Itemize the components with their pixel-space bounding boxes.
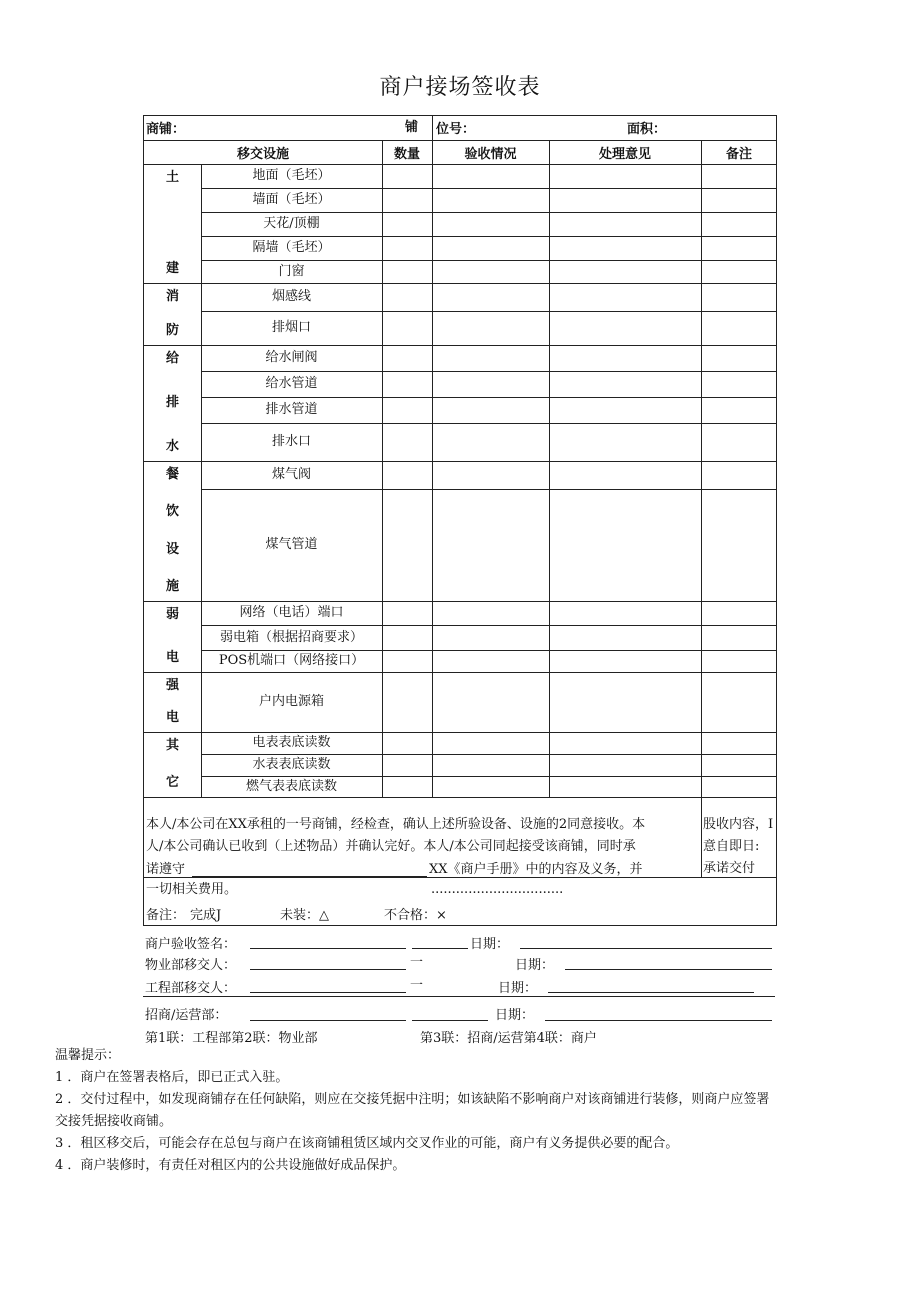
item-2-0: 给水闸阀: [265, 350, 318, 365]
header-divider-position: [432, 116, 433, 164]
handover-form-table: [143, 115, 777, 926]
statement-line-2: 人/本公司确认已收到（上述物品）并确认完好。本人/本公司同起接受该商铺，同时承: [146, 839, 636, 854]
item-4-1: 弱电箱（根据招商要求）: [219, 629, 363, 645]
item-4-2: POS机端口（网络接口）: [218, 653, 365, 668]
sig-line-leasing-2: [412, 1020, 488, 1021]
note-failed: 不合格：×: [384, 908, 447, 923]
row-rule-3-0: [201, 489, 776, 490]
item-6-2: 燃气表表底读数: [245, 778, 337, 794]
sig-dash-engineering: 一: [410, 978, 424, 993]
group-rule-5: [144, 732, 776, 733]
item-3-0: 煤气阀: [271, 467, 311, 482]
header-rule: [144, 140, 776, 141]
sig-date-line-engineering: [548, 992, 754, 993]
sig-date-leasing: 日期：: [495, 1008, 535, 1023]
statement-blank: [192, 876, 427, 877]
item-0-4: 门窗: [278, 263, 305, 279]
group-rule-2: [144, 461, 776, 462]
group-6-char-0: 其: [165, 738, 179, 753]
col-divider-3: [549, 164, 550, 797]
item-2-2: 排水管道: [265, 402, 318, 417]
tip-2: 2 ．交付过程中，如发现商铺存在任何缺陷，则应在交接凭据中注明；如该缺陷不影响商户对该商铺进行装修，则商户应签署: [55, 1092, 770, 1107]
row-rule-4-1: [201, 650, 776, 651]
col-remark: 备注: [725, 147, 752, 162]
group-2-char-1: 排: [165, 395, 179, 410]
col-divider-0: [201, 164, 202, 797]
statement-line-3b: XX《商户手册》中的内容及义务，并: [429, 862, 643, 877]
page-title: 商户接场签收表: [379, 75, 541, 100]
row-rule-2-1: [201, 397, 776, 398]
group-rule-6: [144, 797, 776, 798]
group-5-char-0: 强: [165, 678, 179, 693]
copies-right: 第3联：招商/运营第4联：商户: [420, 1031, 597, 1046]
sig-date-merchant: 日期：: [470, 937, 510, 952]
group-1-char-0: 消: [165, 289, 179, 304]
item-0-0: 地面（毛坯）: [252, 168, 331, 183]
row-rule-6-1: [201, 776, 776, 777]
column-header-rule: [144, 164, 776, 165]
item-0-2: 天花/顶棚: [263, 216, 320, 231]
row-rule-2-2: [201, 423, 776, 424]
group-rule-4: [144, 672, 776, 673]
row-rule-0-3: [201, 260, 776, 261]
row-rule-4-0: [201, 625, 776, 626]
row-rule-0-2: [201, 236, 776, 237]
item-4-0: 网络（电话）端口: [239, 605, 344, 620]
header-divider-qty: [382, 140, 383, 164]
item-5-0: 户内电源箱: [258, 694, 324, 709]
statement-right-2: 意自即日:: [703, 839, 760, 854]
tip-3: 3 ．租区移交后，可能会存在总包与商户在该商铺租赁区域内交叉作业的可能，商户有义务提供必要的配合。: [55, 1136, 679, 1151]
item-0-1: 墙面（毛坯）: [252, 192, 331, 207]
group-6-char-1: 它: [165, 775, 179, 790]
row-rule-0-0: [201, 188, 776, 189]
sig-date-line-property: [565, 969, 772, 970]
group-rule-3: [144, 601, 776, 602]
statement-line-3a: 诺遵守: [146, 862, 186, 877]
sig-line-leasing: [250, 1020, 406, 1021]
item-6-0: 电表表底读数: [252, 735, 331, 750]
group-1-char-1: 防: [165, 323, 179, 338]
shop-pu-label: 铺: [405, 120, 419, 135]
group-5-char-1: 电: [165, 710, 179, 725]
tips-title: 温馨提示：: [55, 1048, 121, 1063]
item-3-1: 煤气管道: [265, 537, 318, 552]
item-2-3: 排水口: [271, 434, 311, 449]
statement-line-1: 本人/本公司在XX承租的一号商铺，经检查，确认上述所验设备、设施的2同意接收。本: [146, 817, 646, 832]
area-label: 面积：: [627, 122, 667, 137]
group-3-char-3: 施: [165, 579, 179, 594]
shop-label: 商铺：: [146, 122, 186, 137]
sig-role-merchant: 商户验收签名：: [145, 937, 237, 952]
row-rule-0-1: [201, 212, 776, 213]
sig-date-line-merchant: [520, 948, 772, 949]
sig-line-property: [250, 969, 406, 970]
position-label: 位号：: [436, 122, 476, 137]
col-divider-2: [432, 164, 433, 797]
group-2-char-2: 水: [165, 439, 179, 454]
item-1-0: 烟感线: [271, 289, 311, 304]
sig-line-merchant: [250, 948, 406, 949]
sig-line-engineering: [250, 992, 406, 993]
col-opinion: 处理意见: [598, 147, 651, 162]
col-divider-1: [382, 164, 383, 797]
sig-role-leasing: 招商/运营部：: [145, 1008, 228, 1023]
sig-role-property: 物业部移交人：: [145, 958, 237, 973]
group-0-char-1: 建: [165, 261, 179, 276]
group-0-char-0: 土: [165, 170, 179, 185]
sig-line-merchant-2: [412, 948, 468, 949]
group-3-char-1: 饮: [165, 504, 179, 520]
sig-dash-property: 一: [410, 955, 424, 970]
tips-section: [55, 1045, 769, 1177]
statement-line-4a: 一切相关费用。: [146, 882, 238, 897]
tip-4: 4 ．商户装修时，有责任对租区内的公共设施做好成品保护。: [55, 1158, 406, 1173]
tip-2-cont: 交接凭据接收商铺。: [55, 1114, 173, 1129]
statement-divider: [701, 797, 702, 877]
row-rule-1-0: [201, 311, 776, 312]
group-rule-1: [144, 345, 776, 346]
row-rule-2-0: [201, 371, 776, 372]
statement-right-1: 股收内容，I: [703, 817, 774, 832]
group-3-char-0: 餐: [165, 467, 179, 482]
sig-date-line-leasing: [545, 1020, 772, 1021]
sig-role-engineering: 工程部移交人：: [145, 981, 237, 996]
item-6-1: 水表表底读数: [252, 757, 331, 772]
item-2-1: 给水管道: [265, 376, 318, 391]
header-divider-1: [701, 140, 702, 164]
item-1-1: 排烟口: [271, 320, 311, 335]
statement-line-4b: ................................: [431, 882, 564, 897]
tip-1: 1 ．商户在签署表格后，即已正式入驻。: [55, 1070, 289, 1085]
group-rule-0: [144, 283, 776, 284]
group-4-char-0: 弱: [165, 607, 179, 622]
statement-right-3: 承诺交付: [703, 861, 756, 876]
row-rule-6-0: [201, 754, 776, 755]
sig-date-engineering: 日期：: [498, 981, 538, 996]
group-4-char-1: 电: [165, 650, 179, 665]
item-0-3: 隔墙（毛坯）: [252, 240, 331, 255]
group-3-char-2: 设: [165, 541, 179, 557]
col-facility: 移交设施: [236, 147, 289, 162]
note-done: 完成J: [190, 908, 222, 923]
col-inspection: 验收情况: [464, 147, 517, 162]
copies-left: 第1联：工程部第2联：物业部: [145, 1031, 318, 1046]
sig-row-rule: [143, 996, 775, 997]
note-not-installed: 未装：△: [280, 908, 329, 923]
group-2-char-0: 给: [165, 351, 179, 366]
col-quantity: 数量: [393, 147, 420, 162]
col-divider-4: [701, 164, 702, 797]
sig-date-property: 日期：: [515, 958, 555, 973]
note-label: 备注：: [146, 908, 186, 923]
header-divider-0: [549, 140, 550, 164]
